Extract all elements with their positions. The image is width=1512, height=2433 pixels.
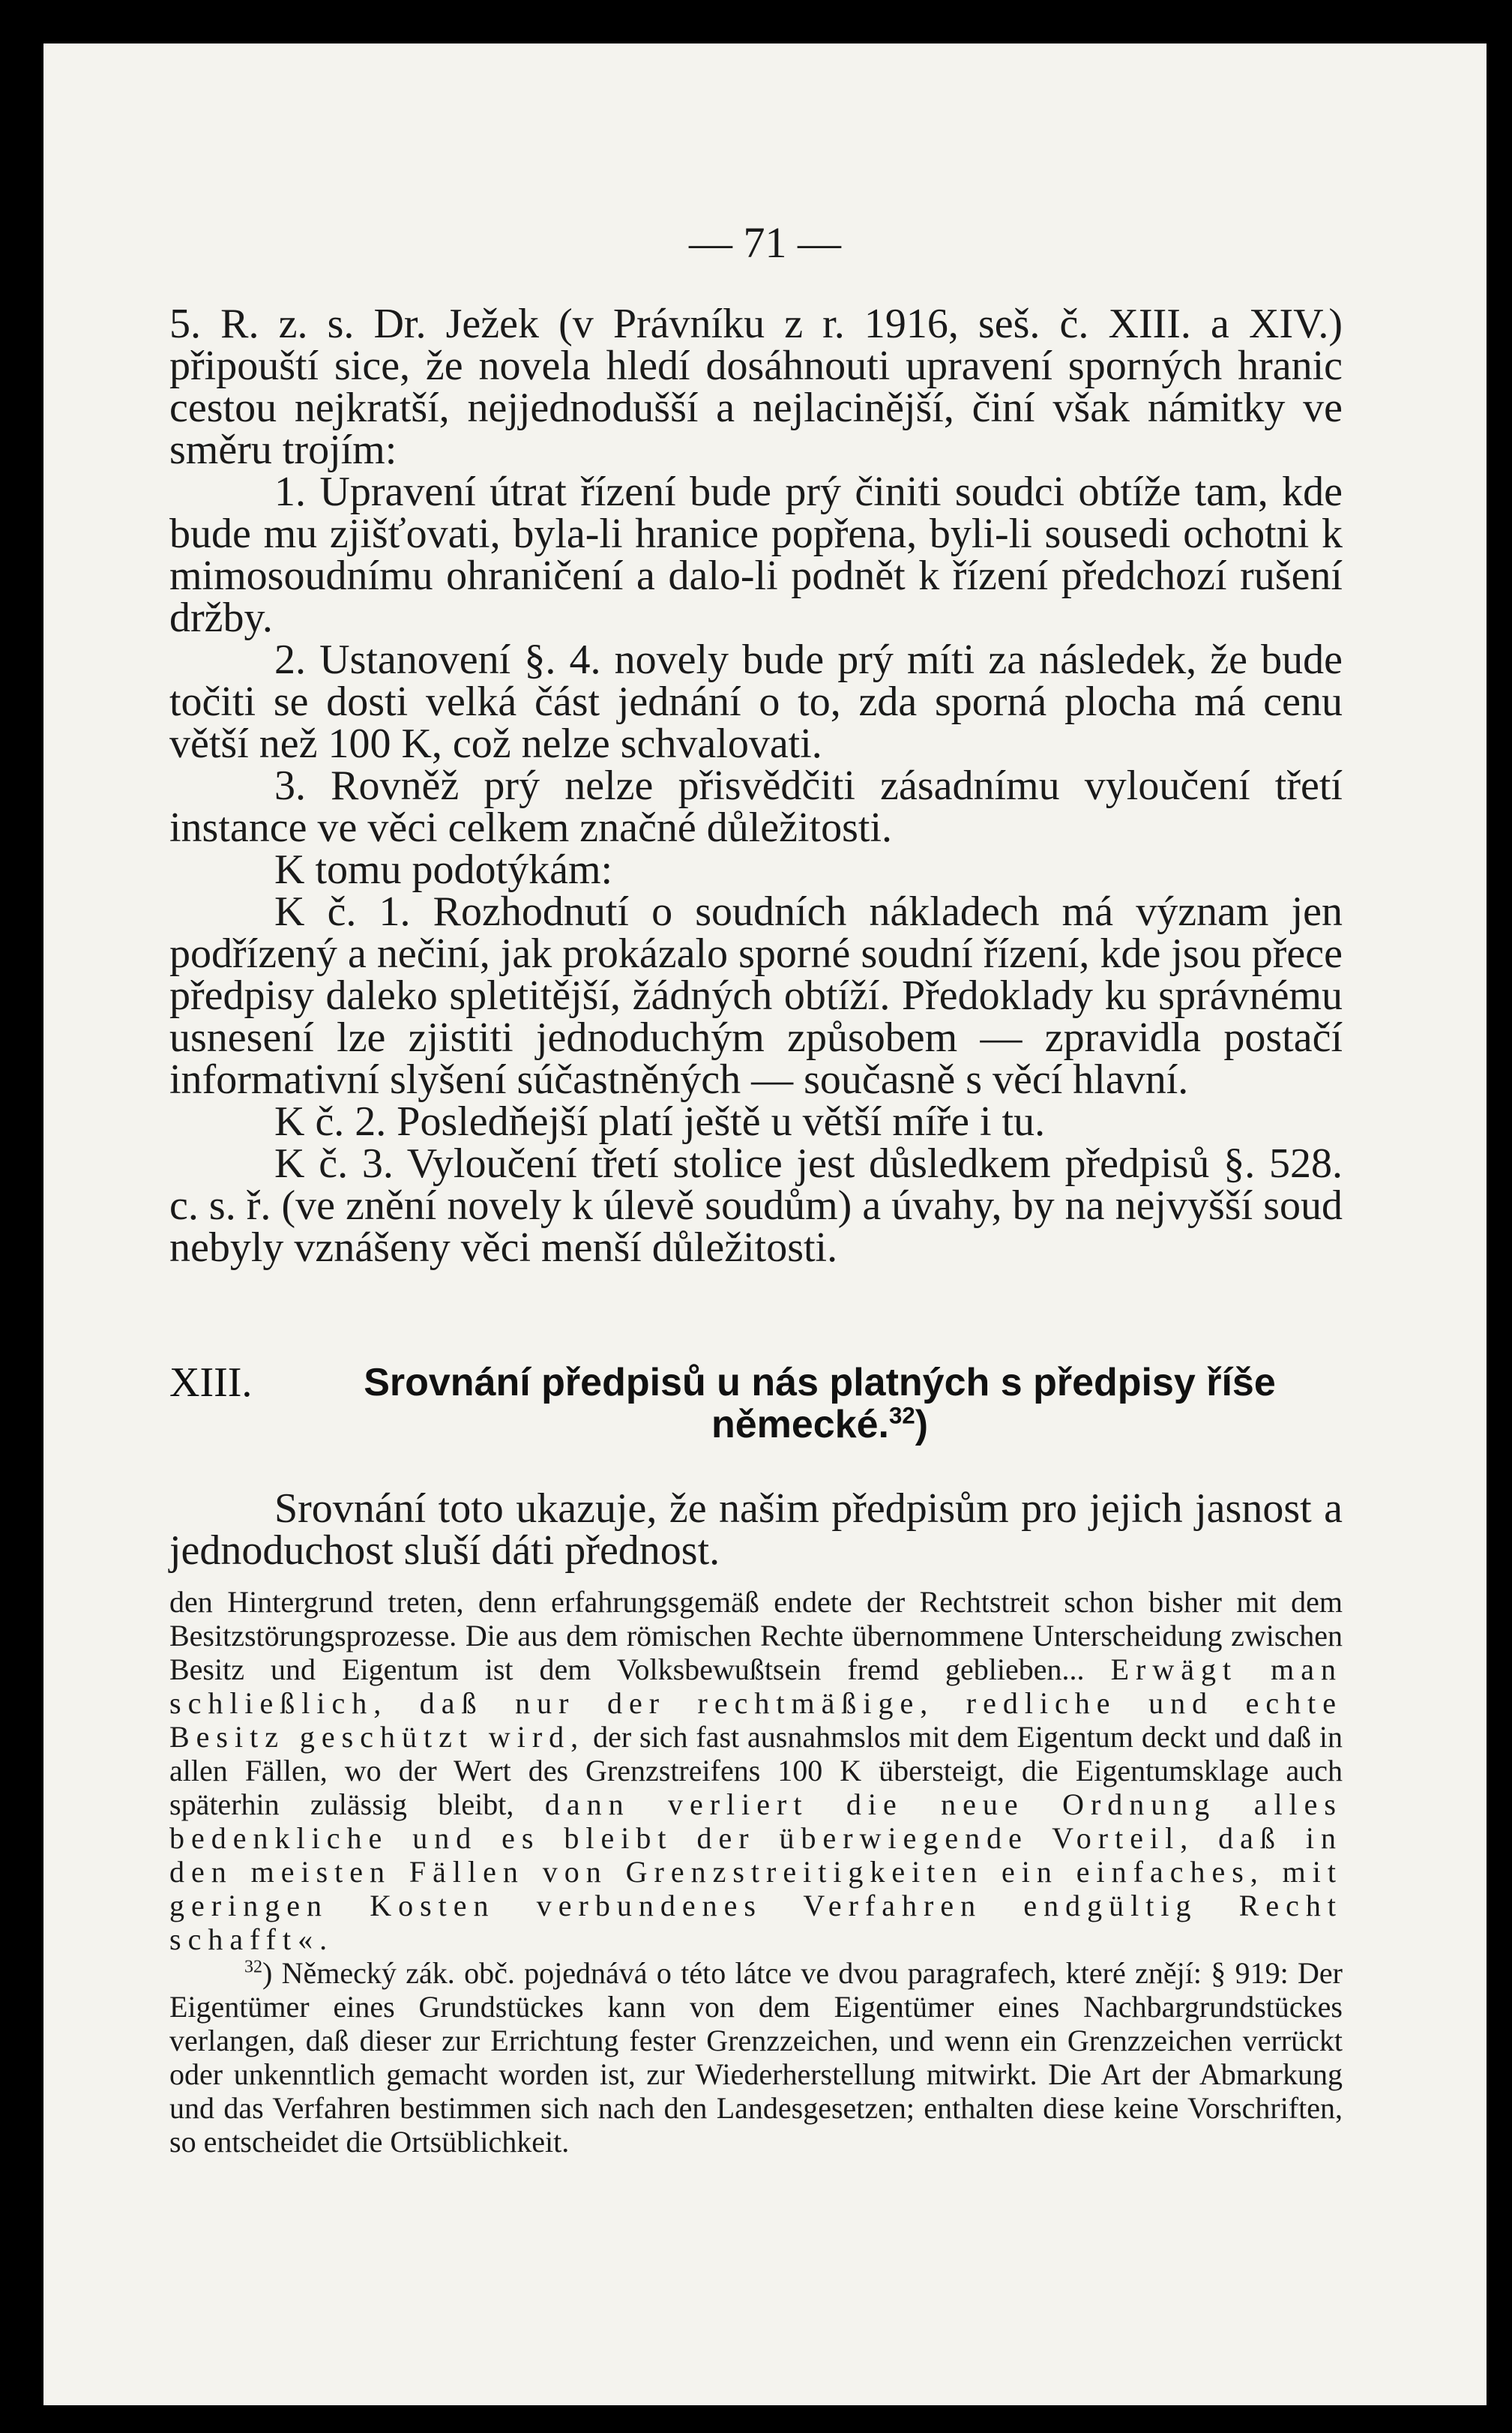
footnote-ref-32: 32 [889, 1402, 915, 1429]
footnote-32-marker: 32 [244, 1957, 262, 1977]
section-title [297, 1362, 1343, 1446]
footnote-32-text: Německý zák. obč. pojednává o této látce ve dvou paragrafech, které znějí: § 919: Der Eigentümer eines Grundstückes kann von dem Eigentümer eines Nachbargrundstückes verlangen, daß dieser zur Errichtung fester Grenzzeichen, und wenn ein Grenzzeichen verrückt oder unkenntlich gemacht worden ist, zur Wiederherstellung mitwirkt. Die Art der Abmarkung und das Verfahren bestimmen sich nach den Landesgesetzen; enthalten diese keine Vorschriften, so entscheidet die Ortsüblichkeit. [169, 1956, 1343, 2159]
footnote-continuation-part-2: der sich fast ausnahmslos mit dem Eigentum deckt und daß in allen Fällen, wo der Wert des Grenzstreifens 100 K übersteigt, die Eigentumsklage auch späterhin zulässig bleibt, [169, 1720, 1343, 1821]
footnote-continuation-spaced-2: dann verliert die neue Ordnung alles bedenkliche und es bleibt der überwiegende Vorteil, daß in den meisten Fällen von Grenzstreitigkeiten ein einfaches, mit geringen Kosten verbundenes Verfahren endgültig Recht schafft«. [169, 1787, 1343, 1956]
footnote-continuation-spaced-1: Erwägt man schließlich, daß nur der rechtmäßige, redliche und echte Besitz geschützt wird, [169, 1652, 1343, 1754]
paragraph-reply-3: K č. 3. Vyloučení třetí stolice jest důsledkem předpisů §. 528. c. s. ř. (ve znění novely k úlevě soudům) a úvahy, by na nejvyšší soud nebyly vznášeny věci menší důležitosti. [169, 1140, 1343, 1271]
section-title-text: Srovnání předpisů u nás platných s předpisy říše německé. [364, 1361, 1276, 1446]
paragraph-objection-3: 3. Rovněž prý nelze přisvědčiti zásadnímu vyloučení třetí instance ve věci celkem značné důležitosti. [169, 763, 1343, 851]
footnote-continuation-part-1: den Hintergrund treten, denn erfahrungsgemäß endete der Rechtstreit schon bisher mit dem Besitzstörungsprozesse. Die aus dem römischen Rechte übernommene Unterscheidung zwischen Besitz und Eigentum ist dem Volksbewußtsein fremd geblieben... [169, 1585, 1343, 1686]
section-number: XIII. [169, 1359, 253, 1406]
footnote-32 [169, 1956, 1343, 2159]
page-number: — 71 — [689, 218, 841, 267]
footnote-continuation [169, 1585, 1343, 1956]
paragraph-reply-1: K č. 1. Rozhodnutí o soudních nákladech má význam jen podřízený a nečiní, jak prokázalo sporné soudní řízení, kde jsou přece předpisy daleko spletitější, žádných obtíží. Předoklady ku správnému usnesení lze zjistiti jednoduchým způsobem — zpravidla postačí informativní slyšení súčastněných — současně s věcí hlavní. [169, 888, 1343, 1103]
section-body [169, 1485, 1343, 1574]
footnote-32-marker-paren: ) [262, 1956, 273, 1990]
paragraph-objection-1: 1. Upravení útrat řízení bude prý činiti soudci obtíže tam, kde bude mu zjišťovati, byla-li hranice popřena, byli-li sousedi ochotni k mimosoudnímu ohraničení a dalo-li podnět k řízení předchozí rušení držby. [169, 469, 1343, 641]
paragraph-reply-intro: K tomu podotýkám: [274, 846, 613, 893]
footnote-ref-paren: ) [915, 1403, 929, 1446]
paragraph-reply-2: K č. 2. Posledňejší platí ještě u větší míře i tu. [274, 1098, 1046, 1145]
book-page [43, 43, 1487, 2405]
main-text [169, 303, 1343, 1269]
paragraph-objections-intro: 5. R. z. s. Dr. Ježek (v Právníku z r. 1916, seš. č. XIII. a XIV.) připouští sice, že novela hledí dosáhnouti upravení sporných hranic cestou nejkratší, nejjednodušší a nejlacinější, činí však námitky ve směru trojím: [169, 301, 1343, 473]
section-paragraph: Srovnání toto ukazuje, že našim předpisům pro jejich jasnost a jednoduchost sluší dáti přednost. [169, 1485, 1343, 1574]
footnotes [169, 1585, 1343, 2159]
paragraph-objection-2: 2. Ustanovení §. 4. novely bude prý míti za následek, že bude točiti se dosti velká část jednání o to, zda sporná plocha má cenu větší než 100 K, což nelze schvalovati. [169, 637, 1343, 767]
section-heading [169, 1359, 1343, 1446]
